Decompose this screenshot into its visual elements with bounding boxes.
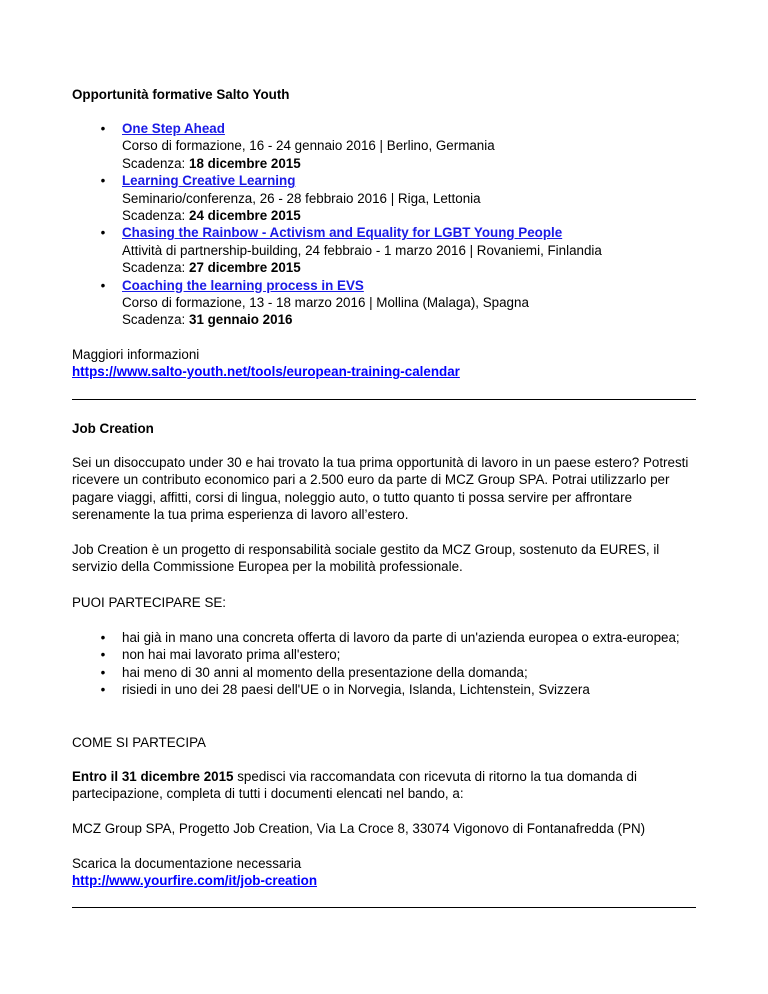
project-paragraph: Job Creation è un progetto di responsabilità sociale gestito da MCZ Group, sostenuto da EURES, il servizio della Commissione Europea per la mobilità professionale. [72,542,660,575]
deadline-date: 24 dicembre 2015 [189,208,301,224]
deadline-rest: spedisci via raccomandata con ricevuta di ritorno la tua domanda di partecipazione, completa di tutti i documenti elencati nel bando, a: [72,769,637,802]
more-info-block [72,346,698,381]
bullet-icon: • [100,630,106,645]
section-divider [72,399,696,400]
bullet-icon: • [100,647,106,663]
list-item [72,120,698,172]
opportunity-link[interactable]: Learning Creative Learning [122,173,296,189]
deadline-date: 27 dicembre 2015 [189,260,301,276]
deadline-date: 31 gennaio 2016 [189,312,293,328]
opportunity-description: Corso di formazione, 16 - 24 gennaio 2016 | Berlino, Germania [122,138,495,154]
opportunity-link[interactable]: One Step Ahead [122,121,225,136]
opportunity-description: Attività di partnership-building, 24 febbraio - 1 marzo 2016 | Rovaniemi, Finlandia [122,242,602,258]
section-divider [72,907,696,908]
download-label: Scarica la documentazione necessaria [72,856,302,871]
opportunity-description: Corso di formazione, 13 - 18 marzo 2016 | Mollina (Malaga), Spagna [122,295,529,311]
bullet-icon: • [100,664,106,680]
eligibility-list [72,629,698,699]
condition-text: hai già in mano una concreta offerta di lavoro da parte di un'azienda europea o extra-europea; [122,630,680,645]
opportunity-link[interactable]: Coaching the learning process in EVS [122,277,364,293]
eligibility-heading: PUOI PARTECIPARE SE: [72,595,227,610]
bullet-icon: • [100,121,106,136]
salto-opportunities-list [72,120,698,329]
list-item [72,224,698,276]
opportunity-link[interactable]: Chasing the Rainbow - Activism and Equality for LGBT Young People [122,225,563,241]
condition-text: non hai mai lavorato prima all'estero; [122,647,341,663]
bullet-icon: • [100,225,106,241]
deadline-label: Scadenza: [122,260,189,276]
bullet-icon: • [100,173,106,189]
intro-paragraph: Sei un disoccupato under 30 e hai trovato la tua prima opportunità di lavoro in un paese estero? Potresti ricevere un contributo economico pari a 2.500 euro da parte di MCZ Group SPA. Potrai utilizzarlo per pagare viaggi, affitti, corsi di lingua, noleggio auto, o tutto quanto ti possa servire per affrontare serenamente la tua prima esperienza di lavoro all’estero. [72,455,689,523]
how-to-heading: COME SI PARTECIPA [72,735,206,750]
list-item [72,681,698,698]
bullet-icon: • [100,277,106,293]
deadline-label: Scadenza: [122,312,189,328]
deadline-bold: Entro il 31 dicembre 2015 [72,769,234,784]
deadline-label: Scadenza: [122,155,189,171]
more-info-label: Maggiori informazioni [72,347,200,362]
deadline-label: Scadenza: [122,208,189,224]
condition-text: risiedi in uno dei 28 paesi dell'UE o in Norvegia, Islanda, Lichtenstein, Svizzera [122,682,590,698]
list-item [72,646,698,663]
deadline-date: 18 dicembre 2015 [189,155,301,171]
condition-text: hai meno di 30 anni al momento della presentazione della domanda; [122,664,528,680]
salto-calendar-link[interactable]: https://www.salto-youth.net/tools/european-training-calendar [72,364,460,380]
address-line: MCZ Group SPA, Progetto Job Creation, Via La Croce 8, 33074 Vigonovo di Fontanafredda (PN) [72,821,646,836]
deadline-paragraph [72,768,698,803]
bullet-icon: • [100,682,106,698]
list-item [72,172,698,224]
section-title-salto: Opportunità formative Salto Youth [72,87,290,102]
opportunity-description: Seminario/conferenza, 26 - 28 febbraio 2016 | Riga, Lettonia [122,190,481,206]
list-item [72,277,698,329]
section-title-job-creation: Job Creation [72,421,154,436]
job-creation-link[interactable]: http://www.yourfire.com/it/job-creation [72,873,318,889]
list-item [72,664,698,681]
download-block [72,855,698,890]
list-item [72,629,698,646]
